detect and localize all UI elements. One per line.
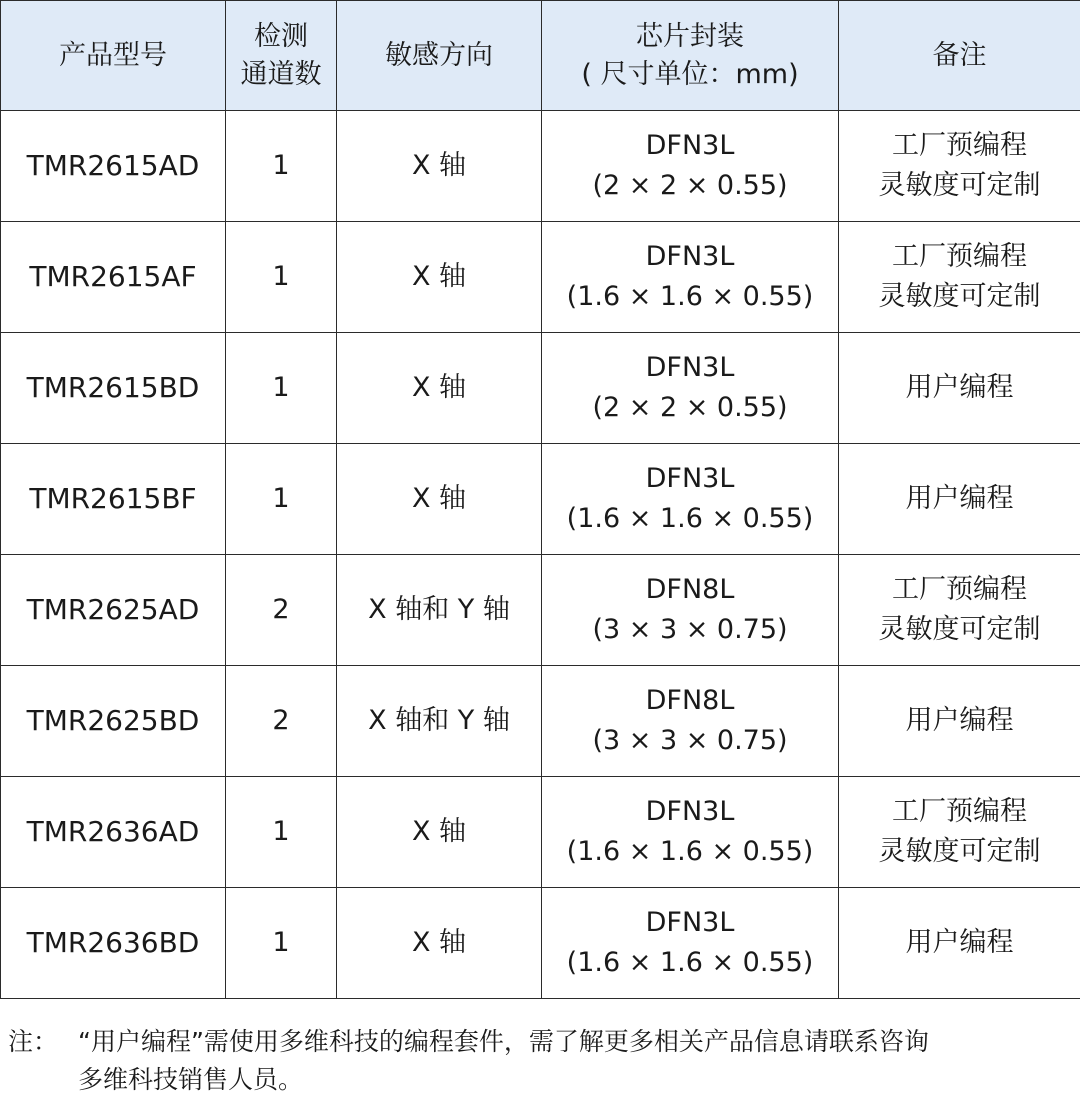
cell-channels: 1 bbox=[226, 444, 337, 555]
cell-channels: 2 bbox=[226, 555, 337, 666]
package-line: DFN8L bbox=[645, 685, 735, 716]
note-line: 灵敏度可定制 bbox=[878, 170, 1041, 201]
note-line: 工厂预编程 bbox=[892, 574, 1027, 605]
package-line: DFN3L bbox=[645, 907, 735, 938]
cell-note bbox=[839, 444, 1080, 555]
package-line: (3 × 3 × 0.75) bbox=[592, 614, 788, 645]
cell-package bbox=[542, 333, 839, 444]
cell-note bbox=[839, 666, 1080, 777]
cell-model: TMR2625AD bbox=[1, 555, 226, 666]
cell-note bbox=[839, 222, 1080, 333]
note-line: 灵敏度可定制 bbox=[878, 281, 1041, 312]
cell-direction: X 轴 bbox=[337, 444, 542, 555]
cell-model: TMR2636BD bbox=[1, 888, 226, 999]
cell-model: TMR2625BD bbox=[1, 666, 226, 777]
table-row bbox=[1, 222, 1080, 333]
table-body bbox=[1, 111, 1080, 999]
cell-note bbox=[839, 555, 1080, 666]
note-line: 工厂预编程 bbox=[892, 241, 1027, 272]
table-row bbox=[1, 555, 1080, 666]
table-row bbox=[1, 888, 1080, 999]
package-line: DFN3L bbox=[645, 241, 735, 272]
cell-channels: 2 bbox=[226, 666, 337, 777]
cell-model: TMR2615AD bbox=[1, 111, 226, 222]
cell-direction: X 轴和 Y 轴 bbox=[337, 555, 542, 666]
header-direction: 敏感方向 bbox=[337, 1, 542, 111]
cell-package bbox=[542, 555, 839, 666]
cell-channels: 1 bbox=[226, 888, 337, 999]
header-model: 产品型号 bbox=[1, 1, 226, 111]
cell-direction: X 轴 bbox=[337, 333, 542, 444]
footnote-line-1: “用户编程”需使用多维科技的编程套件，需了解更多相关产品信息请联系咨询 bbox=[78, 1027, 929, 1056]
cell-package bbox=[542, 666, 839, 777]
cell-note bbox=[839, 111, 1080, 222]
package-line: DFN3L bbox=[645, 796, 735, 827]
note-line: 工厂预编程 bbox=[892, 796, 1027, 827]
cell-direction: X 轴 bbox=[337, 888, 542, 999]
table-row bbox=[1, 444, 1080, 555]
header-note: 备注 bbox=[839, 1, 1080, 111]
cell-direction: X 轴 bbox=[337, 111, 542, 222]
cell-package bbox=[542, 111, 839, 222]
package-line: (2 × 2 × 0.55) bbox=[592, 392, 788, 423]
cell-direction: X 轴和 Y 轴 bbox=[337, 666, 542, 777]
cell-package bbox=[542, 777, 839, 888]
note-line: 用户编程 bbox=[905, 372, 1014, 403]
cell-note bbox=[839, 777, 1080, 888]
note-line: 灵敏度可定制 bbox=[878, 836, 1041, 867]
footnote-label: 注： bbox=[8, 1027, 59, 1056]
cell-model: TMR2615BD bbox=[1, 333, 226, 444]
cell-channels: 1 bbox=[226, 111, 337, 222]
note-line: 灵敏度可定制 bbox=[878, 614, 1041, 645]
table-row bbox=[1, 666, 1080, 777]
cell-model: TMR2636AD bbox=[1, 777, 226, 888]
table-row bbox=[1, 333, 1080, 444]
cell-package bbox=[542, 888, 839, 999]
package-line: DFN8L bbox=[645, 574, 735, 605]
package-line: DFN3L bbox=[645, 130, 735, 161]
header-package: 芯片封装 ( 尺寸单位：mm) bbox=[542, 1, 839, 111]
table-row bbox=[1, 777, 1080, 888]
cell-package bbox=[542, 222, 839, 333]
package-line: (2 × 2 × 0.55) bbox=[592, 170, 788, 201]
cell-channels: 1 bbox=[226, 333, 337, 444]
table-row bbox=[1, 111, 1080, 222]
cell-direction: X 轴 bbox=[337, 777, 542, 888]
cell-note bbox=[839, 333, 1080, 444]
cell-channels: 1 bbox=[226, 777, 337, 888]
table-header bbox=[1, 1, 1080, 111]
note-line: 用户编程 bbox=[905, 483, 1014, 514]
package-line: (1.6 × 1.6 × 0.55) bbox=[566, 947, 814, 978]
cell-package bbox=[542, 444, 839, 555]
note-line: 用户编程 bbox=[905, 705, 1014, 736]
package-line: (3 × 3 × 0.75) bbox=[592, 725, 788, 756]
note-line: 工厂预编程 bbox=[892, 130, 1027, 161]
package-line: (1.6 × 1.6 × 0.55) bbox=[566, 503, 814, 534]
header-row bbox=[1, 1, 1080, 111]
package-line: DFN3L bbox=[645, 463, 735, 494]
package-line: DFN3L bbox=[645, 352, 735, 383]
cell-note bbox=[839, 888, 1080, 999]
footnote-line-2: 多维科技销售人员。 bbox=[78, 1065, 304, 1094]
package-line: (1.6 × 1.6 × 0.55) bbox=[566, 281, 814, 312]
header-channels: 检测 通道数 bbox=[226, 1, 337, 111]
cell-channels: 1 bbox=[226, 222, 337, 333]
cell-model: TMR2615BF bbox=[1, 444, 226, 555]
note-line: 用户编程 bbox=[905, 927, 1014, 958]
cell-direction: X 轴 bbox=[337, 222, 542, 333]
cell-model: TMR2615AF bbox=[1, 222, 226, 333]
package-line: (1.6 × 1.6 × 0.55) bbox=[566, 836, 814, 867]
